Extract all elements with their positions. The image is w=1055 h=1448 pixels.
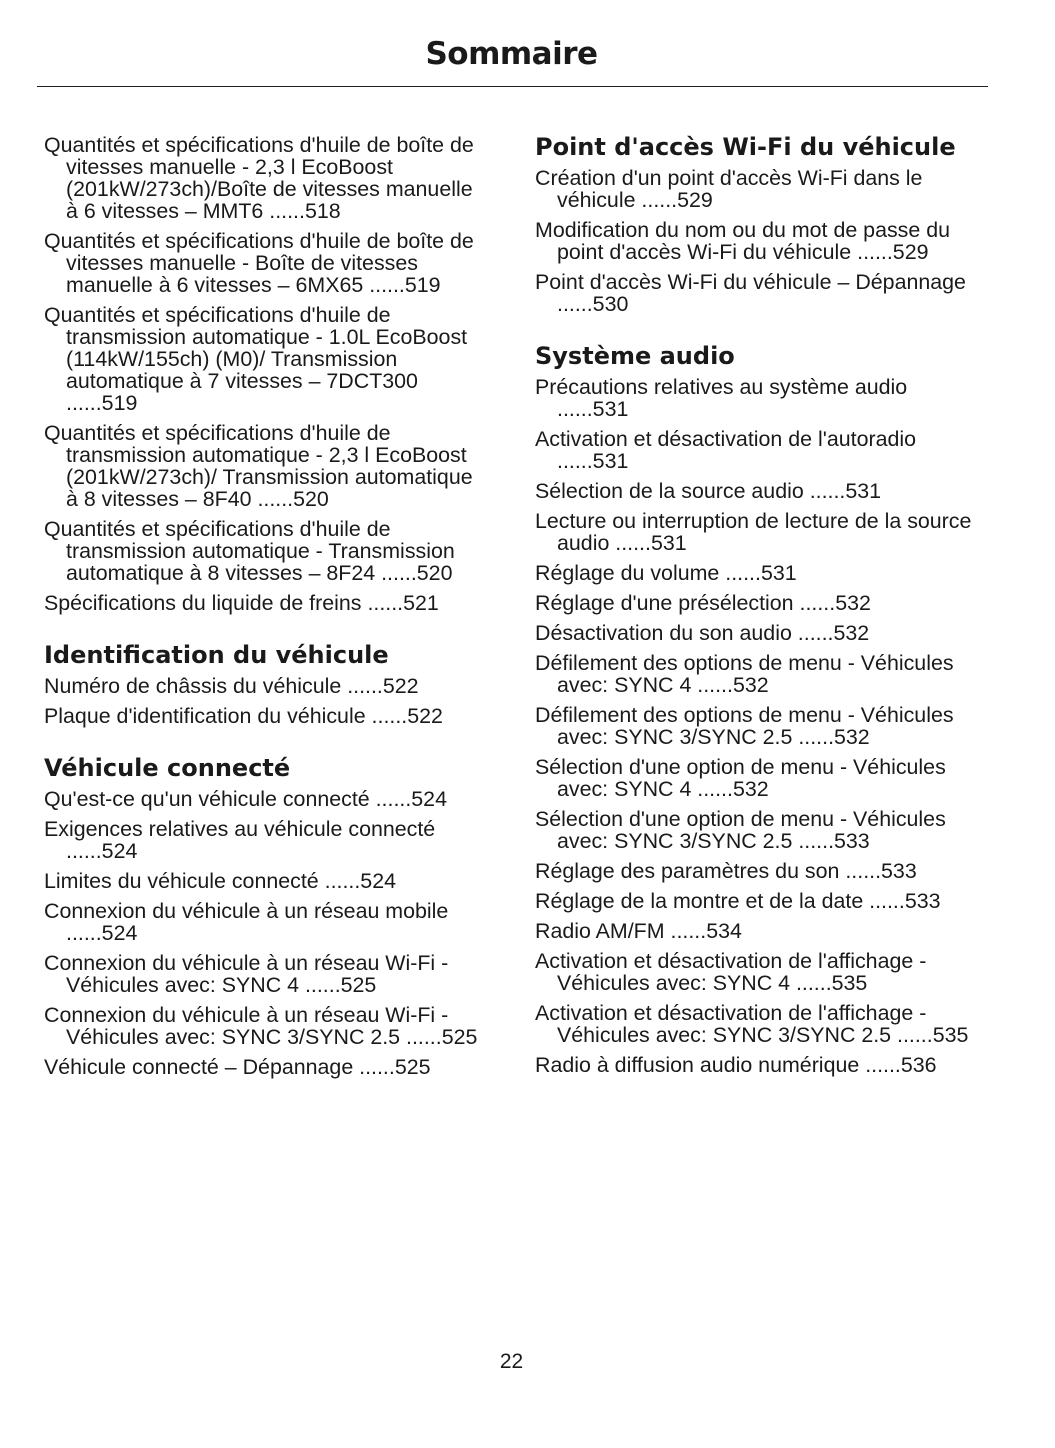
toc-entry-text: Sélection de la source audio <box>535 479 804 503</box>
page-title: Sommaire <box>425 36 598 72</box>
toc-entry-text: Réglage d'une présélection <box>535 591 794 615</box>
toc-entry[interactable] <box>535 167 979 211</box>
toc-entry[interactable] <box>44 705 488 727</box>
toc-page-number: 524 <box>101 921 138 945</box>
toc-entry-text: Activation et désactivation de l'affichage - Véhicules avec: SYNC 4 <box>535 949 927 995</box>
toc-entry-text: Connexion du véhicule à un réseau Wi-Fi - Véhicules avec: SYNC 4 <box>44 951 449 997</box>
dot-leader: ...... <box>557 397 593 421</box>
dot-leader: ...... <box>263 199 305 223</box>
toc-entry-text: Qu'est-ce qu'un véhicule connecté <box>44 787 370 811</box>
toc-entry-text: Quantités et spécifications d'huile de transmission automatique - 2,3 l EcoBoost (201kW/273ch)/ Transmission automatique à 8 vitesses – 8F40 <box>44 421 473 511</box>
toc-entry-text: Connexion du véhicule à un réseau mobile <box>44 899 449 923</box>
dot-leader: ...... <box>369 787 412 811</box>
toc-entry-text: Numéro de châssis du véhicule <box>44 674 342 698</box>
toc-entry-text: Désactivation du son audio <box>535 621 792 645</box>
toc-page-number: 519 <box>404 273 441 297</box>
toc-entry[interactable] <box>535 592 979 614</box>
toc-page-number: 532 <box>833 621 870 645</box>
dot-leader: ...... <box>790 971 832 995</box>
dot-leader: ...... <box>375 561 417 585</box>
toc-page-number: 520 <box>293 487 329 511</box>
toc-page-number: 519 <box>101 391 138 415</box>
toc-entry-text: Radio AM/FM <box>535 919 665 943</box>
toc-page-number: 532 <box>732 777 769 801</box>
left-column <box>44 134 488 1086</box>
toc-entry-text: Défilement des options de menu - Véhicules avec: SYNC 4 <box>535 651 954 697</box>
toc-page-number: 529 <box>677 188 713 212</box>
dot-leader: ...... <box>803 479 846 503</box>
section-heading: Système audio <box>535 342 735 370</box>
dot-leader: ...... <box>851 240 893 264</box>
toc-page-number: 531 <box>760 561 797 585</box>
right-column <box>535 134 979 1084</box>
toc-page-number: 525 <box>394 1055 431 1079</box>
toc-page-number: 534 <box>706 919 742 943</box>
dot-leader: ...... <box>365 704 408 728</box>
toc-page-number: 518 <box>304 199 341 223</box>
toc-entry[interactable] <box>535 622 979 644</box>
toc-entry-text: Véhicule connecté – Dépannage <box>44 1055 354 1079</box>
toc-entry[interactable] <box>535 428 979 472</box>
toc-page-number: 529 <box>892 240 929 264</box>
dot-leader: ...... <box>635 188 678 212</box>
toc-entry[interactable] <box>44 788 488 810</box>
dot-leader: ...... <box>891 1023 933 1047</box>
toc-page-number: 533 <box>881 859 917 883</box>
toc-entry[interactable] <box>535 271 979 315</box>
toc-page-number: 532 <box>834 725 870 749</box>
toc-entry[interactable] <box>44 230 488 296</box>
toc-entry-text: Création d'un point d'accès Wi-Fi dans le véhicule <box>535 166 923 212</box>
toc-entry[interactable] <box>44 1004 488 1048</box>
section-heading: Véhicule connecté <box>44 754 291 782</box>
toc-page-number: 520 <box>416 561 453 585</box>
toc-page-number: 522 <box>407 704 443 728</box>
toc-page-number: 524 <box>101 839 138 863</box>
toc-entry[interactable] <box>44 518 488 584</box>
dot-leader: ...... <box>609 531 651 555</box>
toc-entry-text: Sélection d'une option de menu - Véhicules avec: SYNC 3/SYNC 2.5 <box>535 807 946 853</box>
dot-leader: ...... <box>66 921 102 945</box>
toc-entry[interactable] <box>535 920 979 942</box>
dot-leader: ...... <box>341 674 383 698</box>
toc-entry-text: Radio à diffusion audio numérique <box>535 1053 860 1077</box>
dot-leader: ...... <box>691 777 733 801</box>
title-divider <box>37 86 988 87</box>
toc-entry-text: Activation et désactivation de l'autoradio <box>535 427 917 451</box>
toc-entry[interactable] <box>44 900 488 944</box>
toc-page-number: 524 <box>360 869 396 893</box>
toc-page-number: 531 <box>592 397 629 421</box>
dot-leader: ...... <box>839 859 882 883</box>
dot-leader: ...... <box>353 1055 395 1079</box>
toc-entry-text: Réglage des paramètres du son <box>535 859 840 883</box>
toc-entry-text: Exigences relatives au véhicule connecté <box>44 817 436 841</box>
dot-leader: ...... <box>859 1053 901 1077</box>
dot-leader: ...... <box>719 561 761 585</box>
toc-entry[interactable] <box>535 860 979 882</box>
toc-entry-text: Précautions relatives au système audio <box>535 375 908 399</box>
toc-entry-text: Lecture ou interruption de lecture de la source audio <box>535 509 972 555</box>
toc-entry[interactable] <box>535 510 979 554</box>
toc-page-number: 532 <box>732 673 769 697</box>
section-heading: Point d'accès Wi-Fi du véhicule <box>535 133 956 161</box>
toc-entry-text: Réglage de la montre et de la date <box>535 889 864 913</box>
toc-page-number: 530 <box>592 292 629 316</box>
toc-entry[interactable] <box>44 422 488 510</box>
toc-entry[interactable] <box>535 890 979 912</box>
toc-page-number: 524 <box>411 787 447 811</box>
dot-leader: ...... <box>863 889 905 913</box>
toc-entry-text: Quantités et spécifications d'huile de transmission automatique - Transmission automatique à 8 vitesses – 8F24 <box>44 517 455 585</box>
section-heading: Identification du véhicule <box>44 641 389 669</box>
toc-entry[interactable] <box>535 704 979 748</box>
toc-entry[interactable] <box>44 592 488 614</box>
toc-entry[interactable] <box>44 952 488 996</box>
toc-page-number: 533 <box>904 889 941 913</box>
toc-entry-text: Connexion du véhicule à un réseau Wi-Fi - Véhicules avec: SYNC 3/SYNC 2.5 <box>44 1003 449 1049</box>
toc-entry[interactable] <box>535 1054 979 1076</box>
dot-leader: ...... <box>361 591 404 615</box>
dot-leader: ...... <box>792 829 835 853</box>
toc-page-number: 521 <box>403 591 439 615</box>
toc-entry[interactable] <box>44 134 488 222</box>
toc-entry[interactable] <box>44 870 488 892</box>
toc-page-number: 532 <box>835 591 871 615</box>
dot-leader: ...... <box>363 273 405 297</box>
toc-entry-text: Réglage du volume <box>535 561 720 585</box>
toc-entry[interactable] <box>535 950 979 994</box>
toc-entry[interactable] <box>535 562 979 584</box>
toc-entry-text: Spécifications du liquide de freins <box>44 591 362 615</box>
toc-entry[interactable] <box>535 219 979 263</box>
toc-entry[interactable] <box>535 480 979 502</box>
toc-entry[interactable] <box>535 1002 979 1046</box>
toc-entry-text: Quantités et spécifications d'huile de boîte de vitesses manuelle - 2,3 l EcoBoost (201kW/273ch)/Boîte de vitesses manuelle à 6 vitesses – MMT6 <box>44 133 474 223</box>
toc-page-number: 535 <box>831 971 868 995</box>
toc-entry-text: Défilement des options de menu - Véhicules avec: SYNC 3/SYNC 2.5 <box>535 703 954 749</box>
toc-entry[interactable] <box>535 376 979 420</box>
toc-entry[interactable] <box>44 1056 488 1078</box>
toc-entry-text: Sélection d'une option de menu - Véhicules avec: SYNC 4 <box>535 755 946 801</box>
toc-entry[interactable] <box>44 304 488 414</box>
dot-leader: ...... <box>318 869 361 893</box>
toc-entry-text: Limites du véhicule connecté <box>44 869 319 893</box>
dot-leader: ...... <box>791 621 834 645</box>
toc-entry-text: Activation et désactivation de l'affichage - Véhicules avec: SYNC 3/SYNC 2.5 <box>535 1001 927 1047</box>
toc-page-number: 535 <box>932 1023 969 1047</box>
toc-page-number: 522 <box>382 674 419 698</box>
dot-leader: ...... <box>792 725 835 749</box>
dot-leader: ...... <box>793 591 836 615</box>
toc-entry[interactable] <box>44 675 488 697</box>
toc-page-number: 531 <box>650 531 687 555</box>
toc-entry[interactable] <box>535 652 979 696</box>
dot-leader: ...... <box>557 292 593 316</box>
dot-leader: ...... <box>691 673 733 697</box>
toc-page-number: 525 <box>441 1025 478 1049</box>
dot-leader: ...... <box>664 919 707 943</box>
toc-page-number: 531 <box>845 479 882 503</box>
toc-page-number: 531 <box>592 449 629 473</box>
toc-entry[interactable] <box>535 808 979 852</box>
toc-entry-text: Plaque d'identification du véhicule <box>44 704 366 728</box>
toc-page-number: 525 <box>340 973 377 997</box>
toc-entry-text: Quantités et spécifications d'huile de boîte de vitesses manuelle - Boîte de vitesses manuelle à 6 vitesses – 6MX65 <box>44 229 474 297</box>
toc-entry[interactable] <box>44 818 488 862</box>
dot-leader: ...... <box>557 449 593 473</box>
toc-page-number: 533 <box>834 829 870 853</box>
dot-leader: ...... <box>66 391 102 415</box>
toc-entry-text: Point d'accès Wi-Fi du véhicule – Dépannage <box>535 270 966 294</box>
toc-entry-text: Modification du nom ou du mot de passe du point d'accès Wi-Fi du véhicule <box>535 218 950 264</box>
dot-leader: ...... <box>299 973 341 997</box>
toc-page-number: 536 <box>900 1053 937 1077</box>
dot-leader: ...... <box>66 839 102 863</box>
dot-leader: ...... <box>251 487 294 511</box>
toc-entry[interactable] <box>535 756 979 800</box>
toc-entry-text: Quantités et spécifications d'huile de transmission automatique - 1.0L EcoBoost (114kW/155ch) (M0)/ Transmission automatique à 7 vitesses – 7DCT300 <box>44 303 468 393</box>
page-number: 22 <box>499 1350 524 1373</box>
dot-leader: ...... <box>400 1025 442 1049</box>
